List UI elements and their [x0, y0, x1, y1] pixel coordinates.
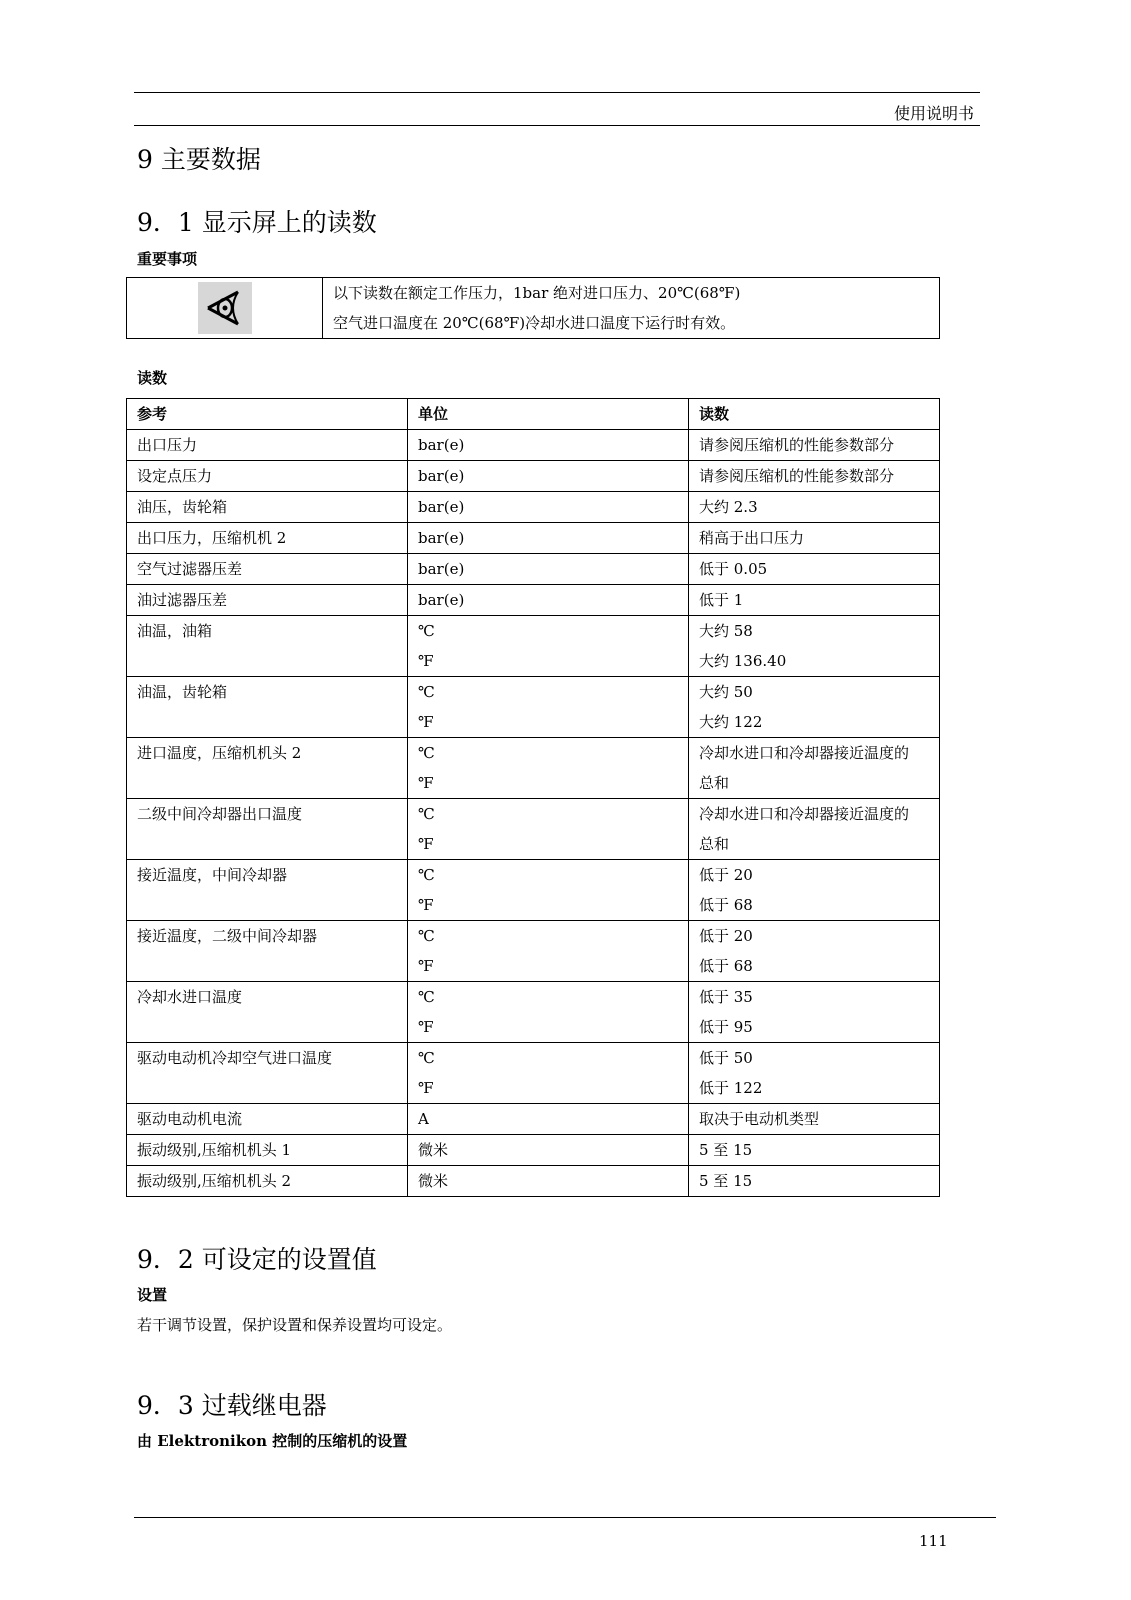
reference-cell: 驱动电动机冷却空气进口温度 [127, 1043, 408, 1104]
unit-value: ℉ [418, 652, 434, 670]
reading-cell [689, 461, 940, 492]
table-row [127, 616, 940, 677]
unit-cell [408, 523, 689, 554]
column-header-reference: 参考 [127, 399, 408, 430]
reading-cell [689, 921, 940, 982]
table-row [127, 523, 940, 554]
reading-value: 大约 136.40 [699, 652, 787, 670]
reading-value: 5 至 15 [699, 1172, 753, 1190]
unit-value: bar(e) [418, 467, 465, 485]
unit-value: ℃ [418, 805, 435, 823]
reference-cell: 设定点压力 [127, 461, 408, 492]
reading-value: 低于 50 [699, 1049, 753, 1067]
document-title: 使用说明书 [893, 104, 974, 123]
reading-value: 大约 122 [699, 713, 763, 731]
table-row [127, 799, 940, 860]
unit-cell [408, 860, 689, 921]
reading-value: 低于 20 [699, 927, 753, 945]
reading-cell [689, 492, 940, 523]
reading-value: 低于 35 [699, 988, 753, 1006]
unit-cell [408, 677, 689, 738]
unit-value: 微米 [418, 1141, 449, 1159]
unit-cell [408, 1043, 689, 1104]
reading-value: 请参阅压缩机的性能参数部分 [699, 467, 895, 485]
unit-value: ℃ [418, 866, 435, 884]
unit-cell [408, 1166, 689, 1197]
reading-value: 低于 122 [699, 1079, 763, 1097]
reading-value: 低于 68 [699, 957, 753, 975]
table-row [127, 461, 940, 492]
reading-cell [689, 554, 940, 585]
unit-cell [408, 616, 689, 677]
reading-value: 取决于电动机类型 [699, 1110, 820, 1128]
reading-cell [689, 616, 940, 677]
unit-value: ℃ [418, 927, 435, 945]
reference-cell: 接近温度，二级中间冷却器 [127, 921, 408, 982]
reading-value: 请参阅压缩机的性能参数部分 [699, 436, 895, 454]
unit-cell [408, 1135, 689, 1166]
reading-value: 低于 20 [699, 866, 753, 884]
note-line-1: 以下读数在额定工作压力，1bar 绝对进口压力、20℃(68℉) [333, 284, 741, 302]
reading-value: 稍高于出口压力 [699, 529, 805, 547]
settings-label: 设置 [137, 1286, 168, 1304]
unit-cell [408, 430, 689, 461]
table-row [127, 738, 940, 799]
reference-cell: 油过滤器压差 [127, 585, 408, 616]
important-label: 重要事项 [137, 250, 198, 268]
reading-value: 大约 2.3 [699, 498, 758, 516]
table-row [127, 921, 940, 982]
table-row [127, 1135, 940, 1166]
unit-cell [408, 554, 689, 585]
section-9-heading: 9 主要数据 [137, 145, 261, 174]
reference-cell: 振动级别,压缩机机头 1 [127, 1135, 408, 1166]
reference-cell: 出口压力 [127, 430, 408, 461]
unit-value: ℃ [418, 988, 435, 1006]
page-number: 111 [919, 1532, 948, 1550]
reading-value: 低于 0.05 [699, 560, 768, 578]
table-row [127, 1043, 940, 1104]
readings-label: 读数 [137, 369, 168, 387]
table-row [127, 1104, 940, 1135]
reference-cell: 油温，油箱 [127, 616, 408, 677]
reference-cell: 振动级别,压缩机机头 2 [127, 1166, 408, 1197]
reading-value: 冷却水进口和冷却器接近温度的 [699, 805, 910, 823]
settings-paragraph: 若干调节设置，保护设置和保养设置均可设定。 [137, 1316, 453, 1334]
section-9-1-heading: 9．1 显示屏上的读数 [137, 208, 377, 237]
reading-value: 大约 58 [699, 622, 753, 640]
unit-cell [408, 921, 689, 982]
unit-value: bar(e) [418, 498, 465, 516]
reading-value: 低于 95 [699, 1018, 753, 1036]
unit-value: ℉ [418, 774, 434, 792]
overload-relay-subheading: 由 Elektronikon 控制的压缩机的设置 [137, 1432, 408, 1450]
table-row [127, 1166, 940, 1197]
reference-cell: 接近温度，中间冷却器 [127, 860, 408, 921]
table-row [127, 860, 940, 921]
unit-value: bar(e) [418, 436, 465, 454]
unit-value: ℉ [418, 835, 434, 853]
unit-value: ℃ [418, 683, 435, 701]
reference-cell: 进口温度，压缩机机头 2 [127, 738, 408, 799]
unit-value: A [418, 1110, 429, 1128]
unit-value: ℉ [418, 896, 434, 914]
unit-value: ℃ [418, 622, 435, 640]
table-row [127, 677, 940, 738]
note-line-2: 空气进口温度在 20℃(68℉)冷却水进口温度下运行时有效。 [333, 314, 736, 332]
reading-value: 冷却水进口和冷却器接近温度的 [699, 744, 910, 762]
unit-cell [408, 982, 689, 1043]
unit-cell [408, 461, 689, 492]
unit-cell [408, 585, 689, 616]
table-row [127, 585, 940, 616]
table-row [127, 492, 940, 523]
unit-cell [408, 738, 689, 799]
readings-table [126, 398, 940, 1197]
table-row [127, 982, 940, 1043]
column-header-reading: 读数 [689, 399, 940, 430]
unit-value: ℉ [418, 1018, 434, 1036]
header-top-rule [134, 92, 980, 93]
reading-value: 低于 1 [699, 591, 744, 609]
reference-cell: 空气过滤器压差 [127, 554, 408, 585]
reference-cell: 油温，齿轮箱 [127, 677, 408, 738]
unit-value: 微米 [418, 1172, 449, 1190]
unit-value: bar(e) [418, 529, 465, 547]
reference-cell: 出口压力，压缩机机 2 [127, 523, 408, 554]
column-header-unit: 单位 [408, 399, 689, 430]
reading-value: 大约 50 [699, 683, 753, 701]
unit-cell [408, 799, 689, 860]
eye-warning-icon [198, 282, 252, 334]
footer-rule [134, 1517, 996, 1518]
reading-cell [689, 1104, 940, 1135]
header-bottom-rule [134, 125, 980, 126]
unit-value: bar(e) [418, 591, 465, 609]
important-note-table [126, 277, 940, 339]
reference-cell: 油压，齿轮箱 [127, 492, 408, 523]
table-header-row [127, 399, 940, 430]
reference-cell: 二级中间冷却器出口温度 [127, 799, 408, 860]
reading-cell [689, 1166, 940, 1197]
reading-value: 低于 68 [699, 896, 753, 914]
reading-cell [689, 1135, 940, 1166]
reading-value: 总和 [699, 774, 730, 792]
unit-value: bar(e) [418, 560, 465, 578]
unit-cell [408, 1104, 689, 1135]
reading-cell [689, 738, 940, 799]
reading-value: 总和 [699, 835, 730, 853]
reading-cell [689, 523, 940, 554]
unit-value: ℃ [418, 744, 435, 762]
reference-cell: 驱动电动机电流 [127, 1104, 408, 1135]
table-row [127, 430, 940, 461]
reading-cell [689, 585, 940, 616]
note-text-cell [323, 278, 940, 339]
reading-cell [689, 860, 940, 921]
reading-cell [689, 677, 940, 738]
unit-cell [408, 492, 689, 523]
reading-value: 5 至 15 [699, 1141, 753, 1159]
reference-cell: 冷却水进口温度 [127, 982, 408, 1043]
unit-value: ℉ [418, 713, 434, 731]
reading-cell [689, 1043, 940, 1104]
unit-value: ℉ [418, 957, 434, 975]
reading-cell [689, 430, 940, 461]
table-row [127, 554, 940, 585]
unit-value: ℃ [418, 1049, 435, 1067]
section-9-3-heading: 9．3 过载继电器 [137, 1391, 327, 1420]
note-icon-cell [127, 278, 323, 339]
section-9-2-heading: 9．2 可设定的设置值 [137, 1245, 377, 1274]
reading-cell [689, 799, 940, 860]
reading-cell [689, 982, 940, 1043]
unit-value: ℉ [418, 1079, 434, 1097]
